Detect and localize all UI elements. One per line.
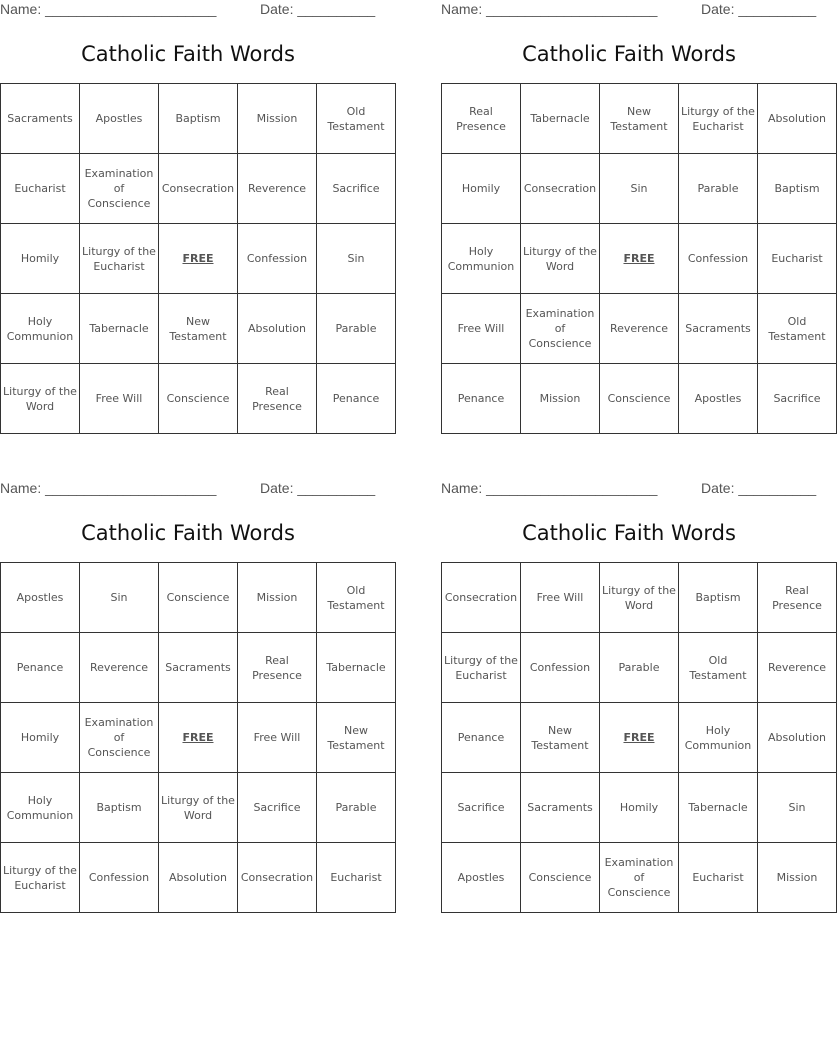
grid-cell: Sacraments: [159, 633, 238, 703]
grid-cell: Reverence: [80, 633, 159, 703]
date-field-label: Date: __________: [701, 1, 817, 17]
grid-row: [442, 703, 837, 773]
grid-row: [1, 224, 396, 294]
grid-cell: Homily: [1, 703, 80, 773]
grid-cell: Mission: [758, 843, 837, 913]
grid-cell: Penance: [442, 364, 521, 434]
grid-row: [1, 84, 396, 154]
grid-row: [1, 294, 396, 364]
grid-row: [442, 154, 837, 224]
grid-cell: Penance: [317, 364, 396, 434]
grid-cell: Old Testament: [679, 633, 758, 703]
grid-row: [442, 843, 837, 913]
grid-cell: Sin: [758, 773, 837, 843]
card-header: [441, 479, 817, 499]
grid-cell: Absolution: [238, 294, 317, 364]
grid-cell: Liturgy of the Eucharist: [80, 224, 159, 294]
grid-cell: New Testament: [317, 703, 396, 773]
grid-row: [1, 563, 396, 633]
grid-cell: Free Will: [80, 364, 159, 434]
grid-cell: Sacrifice: [317, 154, 396, 224]
card-title: Catholic Faith Words: [522, 521, 736, 545]
date-field-label: Date: __________: [260, 1, 376, 17]
grid-row: [442, 563, 837, 633]
grid-row: [1, 773, 396, 843]
grid-cell: Holy Communion: [442, 224, 521, 294]
grid-cell: Real Presence: [238, 364, 317, 434]
grid-cell: Tabernacle: [521, 84, 600, 154]
grid-cell: Consecration: [442, 563, 521, 633]
bingo-grid: [0, 83, 396, 434]
grid-row: [1, 843, 396, 913]
card-header: [0, 479, 376, 499]
grid-cell: Holy Communion: [1, 294, 80, 364]
grid-cell: Homily: [442, 154, 521, 224]
grid-cell: Examination of Conscience: [80, 154, 159, 224]
date-field-label: Date: __________: [260, 480, 376, 496]
grid-cell: New Testament: [521, 703, 600, 773]
grid-row: [442, 364, 837, 434]
grid-cell: Parable: [317, 294, 396, 364]
grid-cell: Sin: [317, 224, 396, 294]
grid-cell: Conscience: [600, 364, 679, 434]
grid-cell: Mission: [238, 84, 317, 154]
grid-cell: Confession: [521, 633, 600, 703]
grid-cell: Parable: [600, 633, 679, 703]
grid-cell: Baptism: [80, 773, 159, 843]
card-title: Catholic Faith Words: [81, 521, 295, 545]
grid-cell: Examination of Conscience: [600, 843, 679, 913]
grid-cell: Confession: [80, 843, 159, 913]
grid-cell: Old Testament: [317, 563, 396, 633]
grid-cell: Conscience: [159, 563, 238, 633]
grid-cell: Sacraments: [521, 773, 600, 843]
grid-cell: Homily: [1, 224, 80, 294]
grid-cell: Sacrifice: [758, 364, 837, 434]
grid-row: [1, 364, 396, 434]
grid-cell: Liturgy of the Word: [521, 224, 600, 294]
grid-cell: Old Testament: [758, 294, 837, 364]
grid-cell: Homily: [600, 773, 679, 843]
name-field-label: Name: ______________________: [0, 480, 217, 496]
grid-cell: Consecration: [521, 154, 600, 224]
grid-cell: Absolution: [758, 84, 837, 154]
name-field-label: Name: ______________________: [0, 1, 217, 17]
grid-cell: Absolution: [758, 703, 837, 773]
name-field-label: Name: ______________________: [441, 480, 658, 496]
grid-cell: Apostles: [679, 364, 758, 434]
grid-cell: Baptism: [679, 563, 758, 633]
grid-row: [442, 633, 837, 703]
grid-cell: Reverence: [238, 154, 317, 224]
grid-row: [442, 294, 837, 364]
free-space-cell: FREE: [600, 703, 679, 773]
grid-cell: Eucharist: [758, 224, 837, 294]
grid-cell: Liturgy of the Eucharist: [1, 843, 80, 913]
grid-cell: Confession: [679, 224, 758, 294]
grid-cell: Holy Communion: [1, 773, 80, 843]
grid-cell: Conscience: [159, 364, 238, 434]
grid-cell: Penance: [442, 703, 521, 773]
bingo-grid: [0, 562, 396, 913]
grid-cell: Baptism: [758, 154, 837, 224]
grid-cell: Baptism: [159, 84, 238, 154]
grid-cell: New Testament: [159, 294, 238, 364]
free-space-cell: FREE: [600, 224, 679, 294]
grid-row: [1, 154, 396, 224]
grid-cell: Sacraments: [679, 294, 758, 364]
grid-cell: Liturgy of the Word: [1, 364, 80, 434]
grid-cell: Apostles: [1, 563, 80, 633]
grid-cell: Eucharist: [679, 843, 758, 913]
grid-cell: Old Testament: [317, 84, 396, 154]
grid-row: [1, 633, 396, 703]
grid-cell: Free Will: [442, 294, 521, 364]
grid-cell: Reverence: [758, 633, 837, 703]
free-space-cell: FREE: [159, 703, 238, 773]
grid-cell: Sacraments: [1, 84, 80, 154]
grid-cell: Consecration: [159, 154, 238, 224]
grid-cell: Holy Communion: [679, 703, 758, 773]
grid-cell: Apostles: [80, 84, 159, 154]
grid-row: [442, 84, 837, 154]
grid-cell: New Testament: [600, 84, 679, 154]
card-title: Catholic Faith Words: [81, 42, 295, 66]
grid-cell: Penance: [1, 633, 80, 703]
grid-cell: Real Presence: [238, 633, 317, 703]
card-header: [441, 0, 817, 20]
free-space-cell: FREE: [159, 224, 238, 294]
grid-cell: Liturgy of the Eucharist: [679, 84, 758, 154]
grid-cell: Eucharist: [317, 843, 396, 913]
grid-cell: Apostles: [442, 843, 521, 913]
card-header: [0, 0, 376, 20]
grid-cell: Sin: [80, 563, 159, 633]
grid-cell: Consecration: [238, 843, 317, 913]
grid-row: [442, 224, 837, 294]
grid-cell: Examination of Conscience: [80, 703, 159, 773]
grid-row: [442, 773, 837, 843]
grid-cell: Eucharist: [1, 154, 80, 224]
grid-cell: Real Presence: [758, 563, 837, 633]
grid-cell: Tabernacle: [317, 633, 396, 703]
grid-cell: Sacrifice: [238, 773, 317, 843]
grid-cell: Parable: [317, 773, 396, 843]
grid-cell: Reverence: [600, 294, 679, 364]
bingo-grid: [441, 562, 837, 913]
grid-cell: Mission: [521, 364, 600, 434]
bingo-grid: [441, 83, 837, 434]
grid-cell: Examination of Conscience: [521, 294, 600, 364]
grid-cell: Conscience: [521, 843, 600, 913]
grid-cell: Free Will: [521, 563, 600, 633]
grid-cell: Tabernacle: [80, 294, 159, 364]
grid-row: [1, 703, 396, 773]
card-title: Catholic Faith Words: [522, 42, 736, 66]
grid-cell: Absolution: [159, 843, 238, 913]
grid-cell: Liturgy of the Word: [159, 773, 238, 843]
grid-cell: Mission: [238, 563, 317, 633]
grid-cell: Confession: [238, 224, 317, 294]
name-field-label: Name: ______________________: [441, 1, 658, 17]
grid-cell: Liturgy of the Word: [600, 563, 679, 633]
grid-cell: Sin: [600, 154, 679, 224]
grid-cell: Parable: [679, 154, 758, 224]
date-field-label: Date: __________: [701, 480, 817, 496]
grid-cell: Sacrifice: [442, 773, 521, 843]
grid-cell: Tabernacle: [679, 773, 758, 843]
grid-cell: Liturgy of the Eucharist: [442, 633, 521, 703]
grid-cell: Real Presence: [442, 84, 521, 154]
grid-cell: Free Will: [238, 703, 317, 773]
